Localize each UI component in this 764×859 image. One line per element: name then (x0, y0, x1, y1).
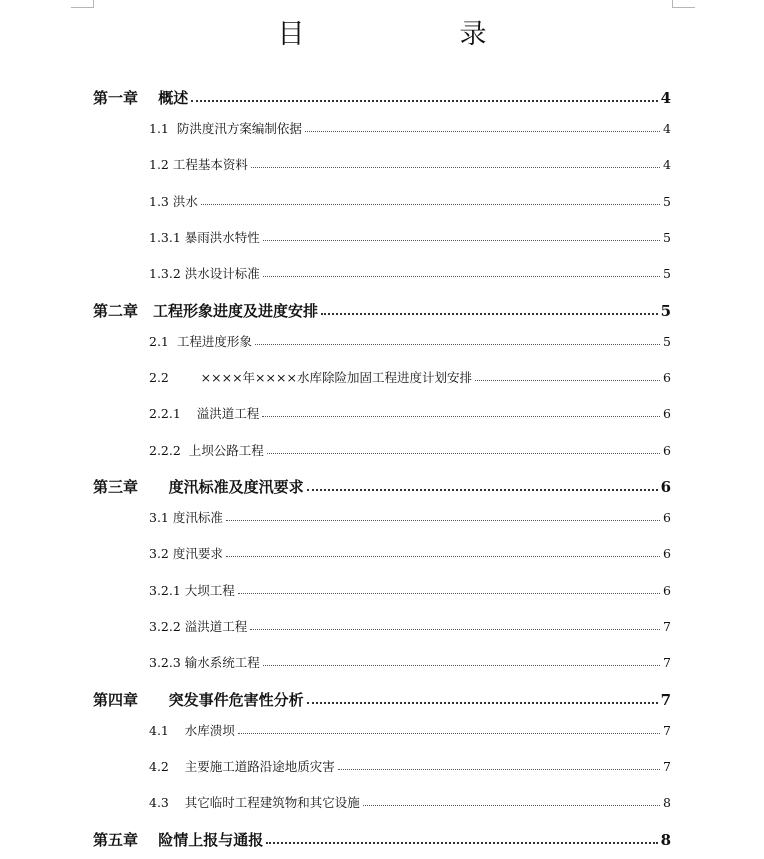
toc-chapter-entry[interactable] (93, 476, 671, 497)
toc-entry-label: 3.2.3 输水系统工程 (149, 655, 260, 671)
toc-dot-leader (263, 239, 660, 241)
toc-entry-label: 3.2.2 溢洪道工程 (149, 619, 248, 635)
toc-section-entry[interactable] (149, 368, 671, 386)
toc-dot-leader (238, 592, 660, 594)
toc-entry-label: 第一章 概述 (93, 89, 189, 108)
toc-entry-label: 第三章 度汛标准及度汛要求 (93, 478, 304, 497)
toc-section-entry[interactable] (149, 228, 671, 246)
toc-page-number: 5 (660, 302, 671, 321)
toc-section-entry[interactable] (149, 793, 671, 811)
toc-page-number: 6 (663, 510, 671, 526)
toc-dot-leader (226, 555, 660, 557)
toc-page-number: 7 (663, 759, 671, 775)
toc-entry-label: 4.1 水库溃坝 (149, 723, 235, 739)
toc-page-number: 6 (663, 583, 671, 599)
toc-entry-label: 第二章 工程形象进度及进度安排 (93, 302, 319, 321)
toc-dot-leader (338, 768, 660, 770)
toc-entry-label: 3.2 度汛要求 (149, 546, 223, 562)
toc-dot-leader (267, 452, 660, 454)
toc-page-number: 8 (660, 831, 671, 850)
toc-entry-label: 2.2.1 溢洪道工程 (149, 406, 260, 422)
toc-dot-leader (262, 415, 660, 417)
toc-dot-leader (305, 130, 660, 132)
toc-entry-label: 1.2 工程基本资料 (149, 157, 248, 173)
toc-page-number: 6 (663, 443, 671, 459)
toc-dot-leader (266, 841, 657, 844)
toc-dot-leader (201, 203, 660, 205)
toc-chapter-entry[interactable] (93, 300, 671, 321)
toc-entry-label: 4.3 其它临时工程建筑物和其它设施 (149, 795, 360, 811)
toc-page-number: 6 (663, 546, 671, 562)
toc-dot-leader (321, 312, 658, 315)
toc-section-entry[interactable] (149, 617, 671, 635)
toc-dot-leader (226, 519, 660, 521)
toc-section-entry[interactable] (149, 264, 671, 282)
toc-section-entry[interactable] (149, 155, 671, 173)
toc-entry-label: 1.3.2 洪水设计标准 (149, 266, 260, 282)
toc-dot-leader (263, 275, 660, 277)
toc-dot-leader (475, 379, 660, 381)
toc-entry-label: 3.2.1 大坝工程 (149, 583, 235, 599)
toc-section-entry[interactable] (149, 757, 671, 775)
toc-page-number: 6 (660, 478, 671, 497)
toc-entry-label: 1.3 洪水 (149, 194, 198, 210)
toc-page-number: 7 (663, 655, 671, 671)
toc-chapter-entry[interactable] (93, 87, 671, 108)
toc-entry-label: 2.1 工程进度形象 (149, 334, 252, 350)
toc-entry-label: 1.1 防洪度汛方案编制依据 (149, 121, 302, 137)
toc-dot-leader (191, 99, 657, 102)
toc-page-number: 5 (663, 266, 671, 282)
toc-page-number: 4 (663, 121, 671, 137)
toc-dot-leader (307, 488, 658, 491)
toc-dot-leader (238, 732, 660, 734)
toc-page-number: 5 (663, 194, 671, 210)
toc-dot-leader (363, 804, 660, 806)
toc-dot-leader (251, 166, 660, 168)
toc-section-entry[interactable] (149, 653, 671, 671)
toc-page-number: 7 (663, 723, 671, 739)
toc-section-entry[interactable] (149, 581, 671, 599)
page-title: 目 录 (277, 19, 551, 50)
toc-section-entry[interactable] (149, 119, 671, 137)
toc-page-number: 4 (663, 157, 671, 173)
toc-page-number: 6 (663, 370, 671, 386)
toc-page-number: 5 (663, 334, 671, 350)
toc-dot-leader (263, 664, 660, 666)
toc-page-number: 7 (663, 619, 671, 635)
toc-entry-label: 4.2 主要施工道路沿途地质灾害 (149, 759, 335, 775)
toc-section-entry[interactable] (149, 404, 671, 422)
toc-chapter-entry[interactable] (93, 829, 671, 850)
toc-section-entry[interactable] (149, 192, 671, 210)
toc-entry-label: 2.2 ××××年××××水库除险加固工程进度计划安排 (149, 370, 472, 386)
toc-section-entry[interactable] (149, 332, 671, 350)
toc-section-entry[interactable] (149, 721, 671, 739)
toc-chapter-entry[interactable] (93, 689, 671, 710)
toc-page-number: 8 (663, 795, 671, 811)
toc-entry-label: 3.1 度汛标准 (149, 510, 223, 526)
toc-page-number: 7 (660, 691, 671, 710)
toc-entry-label: 第四章 突发事件危害性分析 (93, 691, 304, 710)
toc-section-entry[interactable] (149, 508, 671, 526)
toc-entry-label: 1.3.1 暴雨洪水特性 (149, 230, 260, 246)
toc-section-entry[interactable] (149, 441, 671, 459)
toc-page-number: 4 (660, 89, 671, 108)
toc-dot-leader (307, 701, 658, 704)
toc-entry-label: 第五章 险情上报与通报 (93, 831, 264, 850)
toc-page-number: 6 (663, 406, 671, 422)
toc-entry-label: 2.2.2 上坝公路工程 (149, 443, 264, 459)
toc-section-entry[interactable] (149, 544, 671, 562)
toc-page-number: 5 (663, 230, 671, 246)
toc-dot-leader (250, 628, 660, 630)
toc-dot-leader (255, 343, 660, 345)
